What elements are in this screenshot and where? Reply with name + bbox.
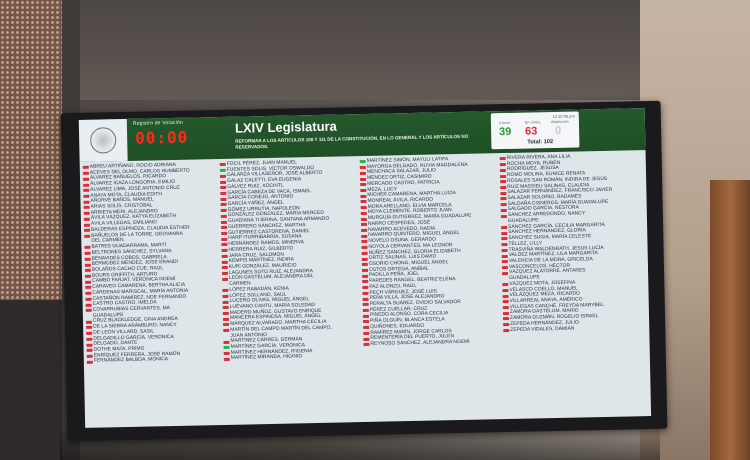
legislator-name: NAVARRO QUINTERO, MIGUEL ÁNGEL [368, 231, 460, 239]
vote-indicator-icon [85, 269, 91, 272]
legislator-name: DE LA SIERRA ARÁMBURO, NANCY [93, 323, 177, 330]
tally-label-favor: A favor [498, 120, 511, 126]
vote-indicator-icon [222, 255, 228, 258]
seal-box [79, 119, 128, 162]
vote-indicator-icon [224, 352, 230, 355]
vote-indicator-icon [362, 263, 368, 266]
legislator-name: BALDERAS ESPINOZA, CLAUDIA ESTHER [91, 225, 190, 233]
vote-indicator-icon [363, 303, 369, 306]
vote-indicator-icon [222, 249, 228, 252]
legislator-name: LÓPEZ RABADÁN, KENIA [229, 286, 289, 293]
vote-indicator-icon [502, 249, 508, 252]
vote-indicator-icon [83, 166, 89, 169]
vote-indicator-icon [363, 315, 369, 318]
legislator-name: MÁRQUEZ ALVARADO, MARTHA CECILIA [230, 319, 327, 327]
vote-indicator-icon [222, 289, 228, 292]
legislator-name: MARTÍNEZ MIRANDA, HIGINIO [230, 354, 303, 362]
vote-indicator-icon [221, 209, 227, 212]
vote-indicator-icon [501, 237, 507, 240]
vote-indicator-icon [500, 163, 506, 166]
legislator-name: ZEPEDA HERNÁNDEZ, JULIO [510, 320, 580, 327]
legislator-name: VELÁZQUEZ MEZA, RICARDO [509, 291, 581, 299]
legislator-name: DELGADILLO GARCÍA, VERÓNICA [93, 334, 174, 342]
legislator-name: ÁLVAREZ LIMA, JOSÉ ANTONIO CRUZ [90, 185, 180, 193]
legislator-name: RUIZ MASSIEU SALINAS, CLAUDIA [507, 182, 590, 190]
vote-indicator-icon [362, 280, 368, 283]
legislator-name: OSTOS ORTEGA, ANÍBAL [368, 266, 429, 273]
legislator-row [363, 340, 474, 348]
vote-indicator-icon [84, 246, 90, 249]
legislator-name: VELASCO COELLO, MANUEL [509, 286, 578, 293]
legislator-name: BENAVIDES COBOS, GABRIELA [91, 254, 167, 262]
vote-indicator-icon [503, 300, 509, 303]
legislator-name: TRASVIÑA WALDENRATH, JESÚS LUCÍA [508, 245, 604, 253]
legislator-name: MARTÍNEZ SIMÓN, MAYULI LATIFA [366, 157, 449, 164]
legislator-name: VALDEZ MARTÍNEZ, LILA MARGARITA [508, 251, 598, 259]
legislator-name: ACEVES DEL OLMO, CARLOS HUMBERTO [89, 168, 190, 176]
legislator-name: ZAMORA GASTÉLUM, MARIO [509, 308, 579, 316]
vote-indicator-icon [84, 206, 90, 209]
vote-indicator-icon [221, 220, 227, 223]
legislator-name: SALAZAR FERNÁNDEZ, FRANCISCO JAVIER [507, 188, 613, 196]
legislator-name: HERRERA RUIZ, GILBERTO [228, 246, 294, 253]
vote-indicator-icon [363, 309, 369, 312]
vote-indicator-icon [501, 232, 507, 235]
seal-icon [90, 127, 117, 154]
legislator-name: MURGUÍA GUTIÉRREZ, MARÍA GUADALUPE [367, 213, 472, 222]
legislator-name: VILLEGAS CANCHÉ, FREYDA MARYBEL [509, 302, 604, 310]
vote-indicator-icon [223, 329, 229, 332]
legislator-name: PINEDO ALONSO, CORA CECILIA [369, 311, 449, 319]
legislator-name: RAMÍREZ MARÍN, JORGE CARLOS [370, 328, 452, 336]
page-title: LXIV Legislatura [234, 118, 337, 136]
legislator-name: MENCHACA SALAZAR, JULIO [366, 168, 437, 176]
legislator-name: TÉLLEZ, LILLY [508, 241, 543, 247]
legislator-name: LÓPEZ SOLLANO, SAÚL [229, 292, 287, 299]
vote-indicator-icon [220, 186, 226, 189]
legislator-name: GÁLVEZ RUIZ, XÓCHITL [227, 183, 284, 190]
vote-indicator-icon [500, 157, 506, 160]
legislator-name: MONREAL ÁVILA, RICARDO [367, 197, 434, 204]
vote-indicator-icon [223, 306, 229, 309]
vote-indicator-icon [360, 177, 366, 180]
vote-indicator-icon [362, 269, 368, 272]
legislator-name: MOYA CLEMENTE, ROBERTO JUAN [367, 208, 452, 216]
vote-indicator-icon [502, 255, 508, 258]
vote-list [80, 153, 651, 425]
vote-indicator-icon [502, 266, 508, 269]
legislator-name: GARCÍA CONEJO, ANTONIO [227, 194, 294, 202]
legislator-name: COVARRUBIAS CERVANTES, MA [92, 306, 171, 313]
legislator-name: ÁLVAREZ BAÑUELOS, RICARDO [89, 174, 167, 182]
vote-indicator-icon [363, 320, 369, 323]
legislator-name: MARTÍNEZ CÁRRES, GERMÁN [230, 337, 303, 345]
vote-indicator-icon [500, 197, 506, 200]
vote-indicator-icon [222, 283, 228, 286]
vote-indicator-icon [86, 309, 92, 312]
legislator-name: PEÑA VILLA, JOSÉ ALEJANDRO [369, 294, 445, 302]
vote-indicator-icon [362, 275, 368, 278]
vote-indicator-icon [223, 335, 229, 338]
vote-indicator-icon [364, 343, 370, 346]
legislator-name: BERMÚDEZ MÉNDEZ, JOSÉ ERANDI [91, 260, 179, 267]
vote-indicator-icon [85, 292, 91, 295]
vote-indicator-icon [222, 266, 228, 269]
legislator-name: VÁZQUEZ ALATORRE, ANTARES [509, 268, 586, 276]
legislator-name: MORA ARELLANO, ELVIA MARCELA [367, 202, 452, 210]
vote-indicator-icon [222, 295, 228, 298]
legislator-name: DEL CARMEN [91, 238, 124, 245]
vote-indicator-icon [361, 223, 367, 226]
registro-label: Registro de Votación [132, 119, 184, 127]
vote-indicator-icon [223, 340, 229, 343]
tally-time: 12:40:06 pm [552, 113, 575, 120]
vote-indicator-icon [221, 238, 227, 241]
vote-indicator-icon [220, 192, 226, 195]
vote-indicator-icon [360, 166, 366, 169]
vote-indicator-icon [83, 178, 89, 181]
legislator-name: GALARZA VILLASEÑOR, JOSÉ ALBERTO [226, 171, 323, 179]
legislator-name: PECH VÁRGUEZ, JOSÉ LUIS [369, 289, 437, 296]
legislator-row [87, 357, 194, 365]
vote-column-1 [83, 163, 194, 365]
legislator-name: GUTIÉRREZ CASTORENA, DANIEL [228, 228, 310, 236]
vote-indicator-icon [503, 323, 509, 326]
legislator-name: KEMPIS MARTÍNEZ, INDIRA [228, 257, 295, 265]
legislator-name: BELTRONES SÁNCHEZ, SYLVANA [91, 248, 172, 256]
vote-indicator-icon [502, 277, 508, 280]
vote-indicator-icon [361, 229, 367, 232]
tally-total: Total: 102 [527, 139, 554, 146]
vote-indicator-icon [503, 306, 509, 309]
vote-indicator-icon [223, 312, 229, 315]
legislator-name: VALENCIA DE LA MORA, GRICELDA [508, 257, 593, 264]
legislator-name: CÁRDENAS MARISCAL, MARÍA ANTONIA [92, 288, 189, 296]
vote-indicator-icon [86, 315, 92, 318]
legislator-name: SALGADO GARCÍA, NÉSTORA [507, 205, 579, 213]
legislator-name: QUIÑONES, EDUARDO [370, 323, 425, 330]
legislator-name: GUADIANA TIJERINA, SANTANA ARMANDO [227, 216, 330, 225]
legislator-name: MAYORGA DELGADO, NUVIA MAGDALENA [366, 162, 468, 170]
legislator-name: ARIAS SOLÍS, CRISTÓBAL [90, 203, 153, 210]
vote-indicator-icon [360, 189, 366, 192]
legislator-name: CASTAÑÓN RAMÍREZ, NOÉ FERNANDO [92, 294, 187, 302]
legislator-name: CARAVEO CAMARENA, BERTHA ALICIA [92, 282, 186, 290]
legislator-name: ÁVILA VÁZQUEZ, KATYA ELIZABETH [90, 214, 177, 222]
tally-label-contra: En contra [524, 120, 541, 125]
legislator-name: LUCERO OLIVAS, MIGUEL ÁNGEL [229, 297, 310, 305]
vote-indicator-icon [84, 229, 90, 232]
vote-indicator-icon [501, 215, 507, 218]
vote-indicator-icon [86, 326, 92, 329]
legislator-name: MARTÍNEZ GARCÍA, VERÓNICA [230, 343, 306, 350]
vote-indicator-icon [502, 260, 508, 263]
legislator-name: LEÓN GASTÉLUM, ALEJANDRA DEL [229, 274, 315, 282]
legislator-name: MANCERA ESPINOSA, MIGUEL ÁNGEL [229, 314, 322, 322]
vote-indicator-icon [223, 323, 229, 326]
vote-indicator-icon [87, 355, 93, 358]
legislator-name: ENRÍQUEZ FERRERA, JOSÉ RAMÓN [93, 351, 181, 359]
voting-screen [79, 108, 651, 428]
vote-indicator-icon [85, 298, 91, 301]
vote-indicator-icon [363, 298, 369, 301]
vote-indicator-icon [361, 235, 367, 238]
vote-indicator-icon [221, 243, 227, 246]
vote-indicator-icon [362, 292, 368, 295]
vote-indicator-icon [362, 257, 368, 260]
vote-indicator-icon [83, 183, 89, 186]
legislator-name: PÉREZ CUÉLLAR, CRUZ [369, 306, 428, 313]
vote-indicator-icon [224, 358, 230, 361]
vote-indicator-icon [222, 260, 228, 263]
vote-indicator-icon [85, 263, 91, 266]
vote-indicator-icon [220, 198, 226, 201]
tally-contra: 63 [524, 125, 538, 138]
legislator-name: BATRES GUADARRAMA, MARTÍ [91, 243, 167, 250]
legislator-name: ZAMORA GUZMÁN, ROGELIO ISRAEL [509, 314, 599, 322]
legislator-name: DE LEÓN VILLARD, SASIL [93, 329, 155, 336]
monitor-frame [61, 101, 668, 441]
legislator-name: VASCONCELOS, HÉCTOR [508, 263, 571, 270]
legislator-name: PIÑA OLGUÍN, BLANCA ESTELA [370, 317, 445, 325]
vote-tally [491, 111, 580, 149]
vote-indicator-icon [363, 338, 369, 341]
tally-abstencion: 0 [554, 124, 562, 137]
legislator-name: SALAZAR SOLORIO, RADAMÉS [507, 194, 582, 202]
legislator-name: ORTIZ SALINAS, LUIS DAVID [368, 254, 437, 262]
vote-indicator-icon [220, 163, 226, 166]
legislator-name: LUÉVANO CANTÚ, MARÍA SOLEDAD [229, 303, 316, 310]
vote-indicator-icon [503, 317, 509, 320]
vote-indicator-icon [360, 195, 366, 198]
legislator-name: JUAN ANTONIO [230, 332, 268, 339]
vote-indicator-icon [223, 318, 229, 321]
vote-indicator-icon [86, 343, 92, 346]
legislator-name: MARTÍNEZ HERNÁNDEZ, IFIGENIA [230, 348, 313, 356]
legislator-name: VÁZQUEZ MOTA, JOSEFINA [509, 280, 576, 287]
vote-indicator-icon [220, 169, 226, 172]
vote-indicator-icon [360, 160, 366, 163]
legislator-name: SALDAÑA CISNEROS, MARÍA GUADALUPE [507, 199, 609, 207]
vote-indicator-icon [360, 172, 366, 175]
legislator-name: MEZA, LUCY [367, 186, 398, 193]
legislator-name: RIVERA RIVERA, ANA LILIA [506, 154, 571, 161]
legislator-name: GÓMEZ URRUTIA, NAPOLEÓN [227, 206, 300, 213]
vote-indicator-icon [86, 303, 92, 306]
legislator-name: REMENTERÍA DEL PUERTO, JULEN [370, 334, 455, 342]
legislator-name: VILLARREAL ANAYA, AMÉRICO [509, 297, 583, 304]
legislator-name: PADILLA PEÑA, JOEL [369, 272, 420, 279]
legislator-name: RODRÍGUEZ, JESUSA [506, 166, 559, 173]
vote-indicator-icon [84, 212, 90, 215]
legislator-name: SÁNCHEZ GARCÍA, CECILIA MARGARITA [508, 222, 605, 230]
legislator-name: GUADALUPE [92, 312, 124, 319]
vote-indicator-icon [361, 200, 367, 203]
vote-indicator-icon [502, 289, 508, 292]
legislator-name: ÁLVAREZ ICAZA LONGORIA, EMILIO [90, 180, 176, 187]
legislator-name: HARP ITURRIBARRÍA, SUSANA [228, 234, 302, 242]
vote-indicator-icon [501, 243, 507, 246]
legislator-name: ROCHA MOYA, RUBÉN [506, 160, 561, 167]
legislator-name: MÉNDEZ ORTIZ, CASIMIRO [367, 174, 432, 182]
vote-indicator-icon [221, 232, 227, 235]
vote-indicator-icon [87, 360, 93, 363]
legislator-name: FOCIL PÉREZ, JUAN MANUEL [226, 160, 298, 167]
vote-indicator-icon [501, 226, 507, 229]
vote-indicator-icon [502, 283, 508, 286]
vote-indicator-icon [503, 329, 509, 332]
vote-indicator-icon [85, 275, 91, 278]
vote-indicator-icon [503, 295, 509, 298]
legislator-name: ARRIETA MERI, ALEJANDRO [90, 209, 158, 216]
legislator-name: ANAYA MOTA, CLAUDIA EDITH [90, 191, 163, 199]
legislator-name: ABREU ARTIÑANO, ROCIO ADRIANA [89, 162, 176, 170]
legislator-name: MICHER CAMARENA, MARTHA LUCÍA [367, 191, 457, 199]
vote-indicator-icon [224, 346, 230, 349]
legislator-name: PAZ ALONZO, RAÚL [369, 283, 417, 290]
legislator-name: CAMBO FARJAT, VERÓNICA NOEMÍ [92, 277, 176, 285]
vote-indicator-icon [84, 235, 90, 238]
vote-indicator-icon [361, 212, 367, 215]
legislator-name: GUADALUPE [509, 275, 540, 282]
legislator-name: GARCÍA YÁÑEZ, ÁNGEL [227, 200, 284, 207]
legislator-name: DELGADO, DANTE [93, 341, 138, 347]
vote-indicator-icon [363, 332, 369, 335]
vote-column-3 [360, 157, 475, 348]
vote-indicator-icon [500, 175, 506, 178]
legislator-name: NÚÑEZ SÁNCHEZ, GLORIA ELIZABETH [368, 248, 461, 256]
legislator-name: CARMEN [229, 281, 251, 287]
legislator-name: MADERO MUÑOZ, GUSTAVO ENRIQUE [229, 308, 322, 316]
tally-favor: 39 [498, 125, 512, 139]
vote-indicator-icon [361, 217, 367, 220]
legislator-name: ZEPEDA VIDALES, DAMIÁN [510, 326, 575, 333]
legislator-name: CRUZ BLACKLEDGE, GINA ANDREA [92, 317, 178, 325]
vote-indicator-icon [363, 326, 369, 329]
vote-indicator-icon [221, 226, 227, 229]
vote-indicator-icon [500, 180, 506, 183]
vote-column-4 [500, 154, 616, 334]
vote-indicator-icon [223, 300, 229, 303]
wood-column [710, 180, 750, 460]
vote-indicator-icon [222, 278, 228, 281]
vote-indicator-icon [85, 252, 91, 255]
legislator-name: ROSALES SAN ROMÁN, INDIRA DE JESÚS [507, 176, 608, 184]
legislator-name: GARCÍA CABEZA DE VACA, ISMAEL [227, 188, 312, 196]
legislator-name: NAVARRO ACEVEDO, NADIA [368, 226, 436, 233]
vote-indicator-icon [222, 272, 228, 275]
vote-indicator-icon [86, 332, 92, 335]
legislator-name: HERNÁNDEZ RAMOS, MINERVA [228, 240, 304, 247]
vote-indicator-icon [85, 286, 91, 289]
vote-indicator-icon [501, 203, 507, 206]
vote-indicator-icon [221, 215, 227, 218]
legislator-name: GUERRERO SÁNCHEZ, MARTHA [228, 223, 306, 230]
vote-indicator-icon [361, 246, 367, 249]
vote-indicator-icon [83, 189, 89, 192]
background-ceiling [80, 0, 640, 100]
motion-subtitle: REFORMAS A LOS ARTÍCULOS 108 Y 111 DE LA CONSTITUCIÓN, EN LO GENERAL Y LOS ARTÍCULOS NO RESERVADOS. [235, 133, 469, 150]
legislator-name: OSORIO CHONG, MIGUEL ÁNGEL [368, 260, 449, 267]
vote-indicator-icon [86, 320, 92, 323]
vote-indicator-icon [221, 203, 227, 206]
legislator-name: GUADALUPE [507, 218, 539, 224]
legislator-name: PAREDES RANGEL, BEATRIZ ELENA [369, 277, 456, 284]
legislator-row [224, 354, 333, 362]
vote-indicator-icon [85, 280, 91, 283]
dark-wall-lower [0, 300, 62, 460]
vote-indicator-icon [83, 195, 89, 198]
vote-indicator-icon [500, 192, 506, 195]
vote-column-2 [220, 160, 333, 362]
tally-label-abstencion: Abstención [550, 119, 569, 125]
legislator-name: AÑORVE BAÑOS, MANUEL [90, 197, 154, 205]
vote-indicator-icon [361, 240, 367, 243]
vote-indicator-icon [220, 175, 226, 178]
vote-indicator-icon [361, 206, 367, 209]
legislator-name: ÁVILA VILLEGAS, EMILIANO [90, 220, 157, 227]
vote-indicator-icon [362, 252, 368, 255]
legislator-name: SÁNCHEZ SUGIA, MARÍA CELESTE [508, 234, 592, 242]
vote-indicator-icon [83, 172, 89, 175]
legislator-name: JARA CRUZ, SALOMÓN [228, 252, 284, 259]
legislator-name: ROMO MOLINA, EUNICE RENATA [506, 171, 586, 179]
vote-indicator-icon [501, 220, 507, 223]
vote-indicator-icon [500, 186, 506, 189]
legislator-name: MARTÍN DEL CAMPO MARTÍN DEL CAMPO, [230, 325, 332, 333]
legislator-name: SÁNCHEZ HERNÁNDEZ, GLORIA [508, 228, 586, 236]
legislator-name: LAGUNES SOTO RUIZ, ALEJANDRA [228, 268, 313, 276]
legislator-name: NOYOLA CERVANTES, MA LEONOR [368, 242, 453, 250]
legislator-name: NARRO CÉSPEDES, JOSÉ [367, 220, 431, 227]
vote-indicator-icon [84, 240, 90, 243]
vote-indicator-icon [502, 272, 508, 275]
vote-indicator-icon [362, 286, 368, 289]
legislator-name: KURI GONZÁLEZ, MAURICIO [228, 263, 297, 270]
vote-indicator-icon [360, 183, 366, 186]
vote-indicator-icon [503, 312, 509, 315]
vote-indicator-icon [220, 180, 226, 183]
legislator-name: FERNÁNDEZ BALBOA, MÓNICA [93, 357, 169, 365]
legislator-name: BAÑUELOS DE LA TORRE, GEOVANNA [91, 231, 183, 239]
acoustic-panel [0, 0, 62, 300]
legislator-name: DOTHE MATA, PRIMO [93, 346, 145, 353]
legislator-name: FUENTES SOLIS, VÍCTOR OSWALDO [226, 165, 315, 173]
vote-timer: 00:00 [134, 127, 189, 148]
legislator-name: CASTRO CASTRO, IMELDA [92, 300, 157, 307]
legislator-name: BOURS GRIFFITH, ARTURO [91, 271, 158, 279]
vote-indicator-icon [500, 169, 506, 172]
vote-indicator-icon [85, 258, 91, 261]
vote-indicator-icon [86, 338, 92, 341]
vote-indicator-icon [501, 209, 507, 212]
legislator-name: BOLAÑOS CACHO CUE, RAÚL [91, 266, 164, 273]
legislator-name: GALAZ CALETTI, EVA EUGENIA [227, 177, 302, 185]
legislator-name: NOVELO OSUNA, GERARDO [368, 237, 437, 244]
vote-indicator-icon [83, 200, 89, 203]
vote-indicator-icon [84, 223, 90, 226]
legislator-name: PERALTA SUÁREZ, OVIDIO SALVADOR [369, 299, 461, 307]
legislator-name: SÁNCHEZ ARREDONDO, NANCY [507, 211, 586, 219]
legislator-row [503, 325, 615, 333]
legislator-name: MERCADO CASTRO, PATRICIA [367, 180, 440, 187]
legislator-name: REYNOSO SÁNCHEZ, ALEJANDRA NOEMÍ [370, 339, 470, 347]
vote-indicator-icon [87, 349, 93, 352]
legislator-name: GONZÁLEZ GONZÁLEZ, MARÍA MERCED [227, 211, 324, 219]
vote-indicator-icon [84, 218, 90, 221]
